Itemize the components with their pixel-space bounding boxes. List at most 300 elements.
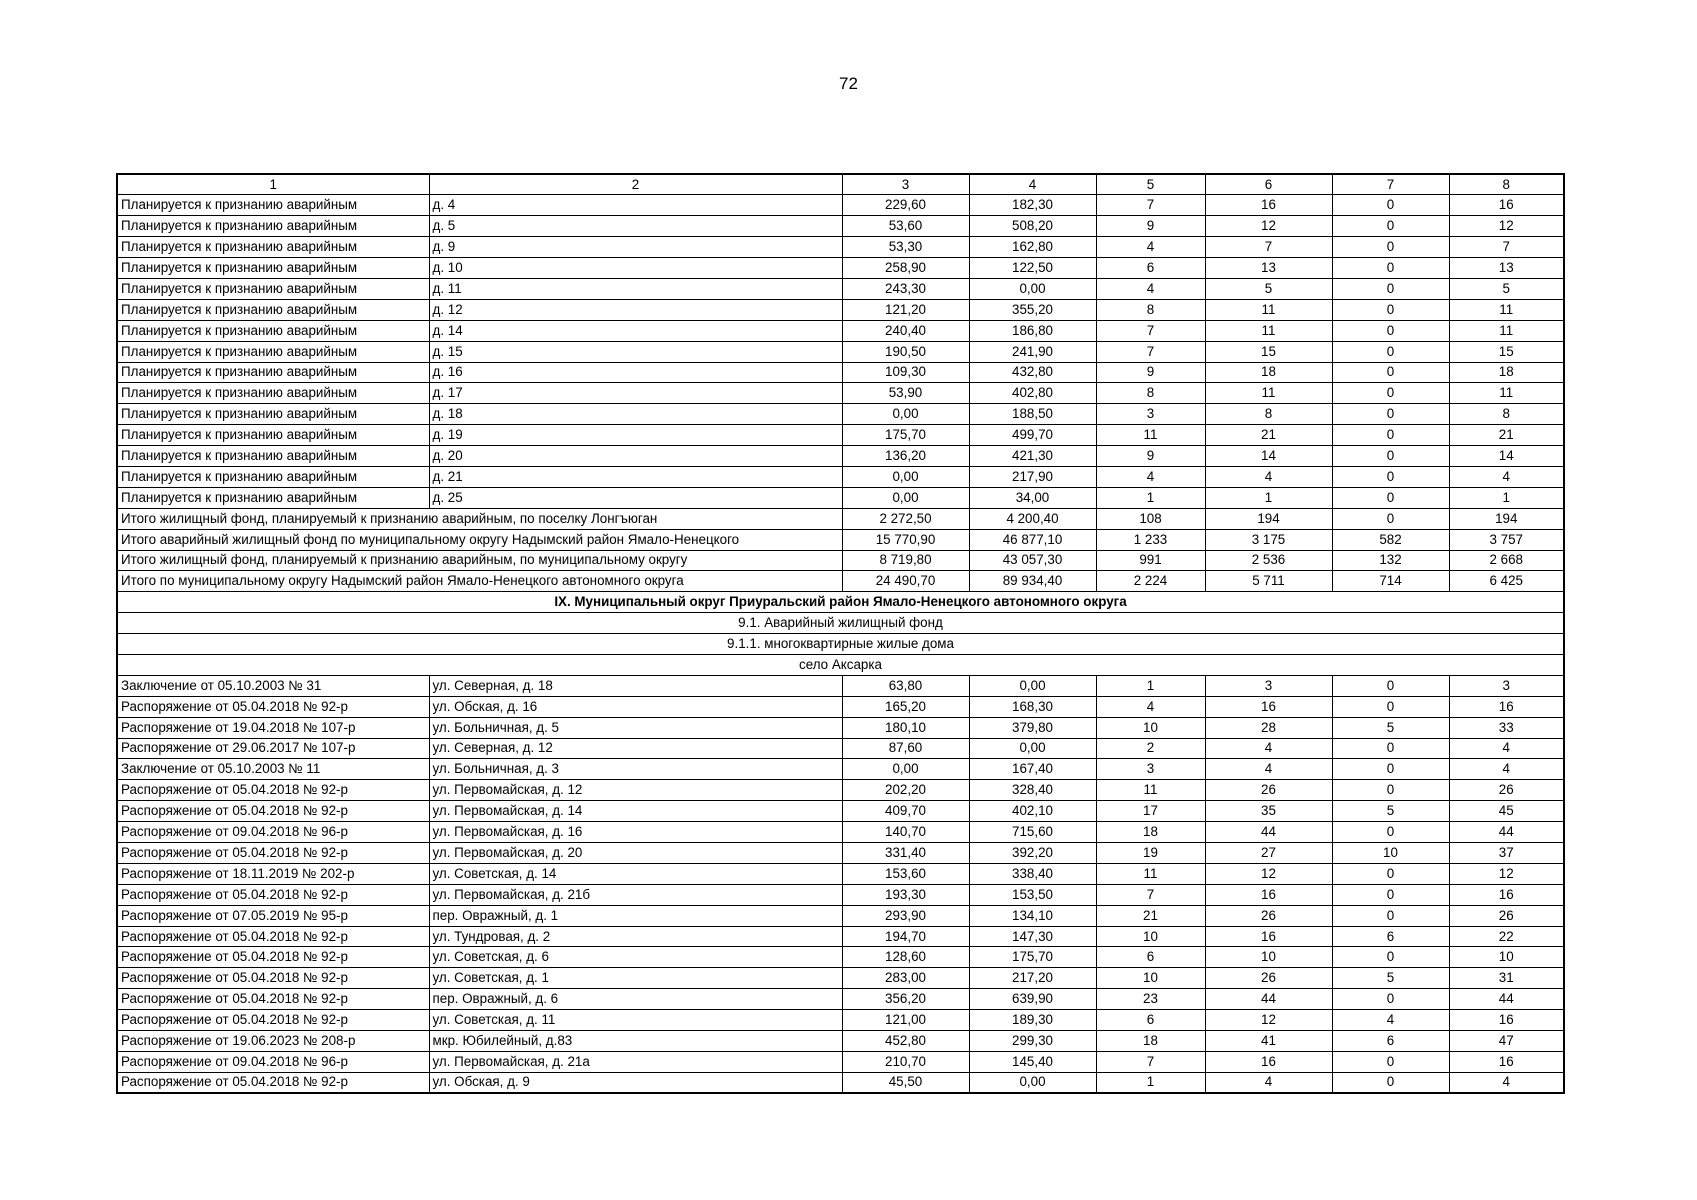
table-cell: 108 bbox=[1096, 508, 1205, 529]
table-cell: 0,00 bbox=[842, 487, 969, 508]
table-cell: 202,20 bbox=[842, 780, 969, 801]
table-cell: 18 bbox=[1205, 362, 1332, 383]
table-cell: 0 bbox=[1332, 466, 1449, 487]
table-cell: 0 bbox=[1332, 675, 1449, 696]
table-cell: 715,60 bbox=[969, 822, 1096, 843]
table-cell: Распоряжение от 05.04.2018 № 92-р bbox=[117, 1010, 429, 1031]
table-cell: 0,00 bbox=[842, 466, 969, 487]
table-cell: 392,20 bbox=[969, 843, 1096, 864]
table-cell: Планируется к признанию аварийным bbox=[117, 299, 429, 320]
table-cell: 991 bbox=[1096, 550, 1205, 571]
table-cell: д. 10 bbox=[429, 258, 842, 279]
table-cell: 0 bbox=[1332, 759, 1449, 780]
table-cell: 13 bbox=[1205, 258, 1332, 279]
table-cell: 499,70 bbox=[969, 425, 1096, 446]
table-cell: 132 bbox=[1332, 550, 1449, 571]
table-cell: 2 224 bbox=[1096, 571, 1205, 592]
table-cell: 0,00 bbox=[969, 738, 1096, 759]
table-cell: д. 20 bbox=[429, 446, 842, 467]
table-cell: 180,10 bbox=[842, 717, 969, 738]
table-cell: 0 bbox=[1332, 195, 1449, 216]
table-cell: 35 bbox=[1205, 801, 1332, 822]
table-cell: ул. Советская, д. 14 bbox=[429, 863, 842, 884]
table-cell: 21 bbox=[1449, 425, 1564, 446]
table-cell: 6 bbox=[1096, 1010, 1205, 1031]
table-cell: 140,70 bbox=[842, 822, 969, 843]
table-cell: 15 bbox=[1449, 341, 1564, 362]
table-cell: 4 bbox=[1096, 466, 1205, 487]
total-row bbox=[117, 529, 1564, 550]
table-cell: д. 5 bbox=[429, 216, 842, 237]
table-cell: Распоряжение от 29.06.2017 № 107-р bbox=[117, 738, 429, 759]
table-cell: Распоряжение от 09.04.2018 № 96-р bbox=[117, 822, 429, 843]
table-cell: 4 bbox=[1096, 696, 1205, 717]
table-cell: 41 bbox=[1205, 1031, 1332, 1052]
table-cell: 16 bbox=[1449, 884, 1564, 905]
table-row bbox=[117, 759, 1564, 780]
table-cell: 3 bbox=[1096, 759, 1205, 780]
table-cell: 0 bbox=[1332, 299, 1449, 320]
table-cell: Планируется к признанию аварийным bbox=[117, 362, 429, 383]
table-row bbox=[117, 926, 1564, 947]
table-cell: Планируется к признанию аварийным bbox=[117, 237, 429, 258]
table-cell: 7 bbox=[1096, 1051, 1205, 1072]
table-cell: 47 bbox=[1449, 1031, 1564, 1052]
table-cell: 9 bbox=[1096, 216, 1205, 237]
table-cell: 121,00 bbox=[842, 1010, 969, 1031]
table-cell: 4 bbox=[1205, 759, 1332, 780]
table-cell: 508,20 bbox=[969, 216, 1096, 237]
table-cell: 23 bbox=[1096, 989, 1205, 1010]
table-cell: ул. Тундровая, д. 2 bbox=[429, 926, 842, 947]
table-row bbox=[117, 1010, 1564, 1031]
table-cell: 6 bbox=[1096, 947, 1205, 968]
table-cell: д. 14 bbox=[429, 320, 842, 341]
table-cell: 186,80 bbox=[969, 320, 1096, 341]
table-row bbox=[117, 237, 1564, 258]
table-cell: 210,70 bbox=[842, 1051, 969, 1072]
table-cell: 5 bbox=[1332, 801, 1449, 822]
table-row bbox=[117, 425, 1564, 446]
table-cell: Распоряжение от 05.04.2018 № 92-р bbox=[117, 884, 429, 905]
locality-row bbox=[117, 654, 1564, 675]
table-cell: 6 bbox=[1332, 926, 1449, 947]
table-cell: 12 bbox=[1205, 1010, 1332, 1031]
table-cell: ул. Советская, д. 11 bbox=[429, 1010, 842, 1031]
table-cell: 26 bbox=[1449, 905, 1564, 926]
table-cell: ул. Первомайская, д. 16 bbox=[429, 822, 842, 843]
table-row bbox=[117, 446, 1564, 467]
table-cell: 16 bbox=[1205, 195, 1332, 216]
table-cell: 13 bbox=[1449, 258, 1564, 279]
table-cell: 9 bbox=[1096, 446, 1205, 467]
table-cell: 26 bbox=[1205, 780, 1332, 801]
subsection-row bbox=[117, 613, 1564, 634]
table-cell: Планируется к признанию аварийным bbox=[117, 425, 429, 446]
table-cell: 16 bbox=[1205, 1051, 1332, 1072]
table-cell: 18 bbox=[1096, 822, 1205, 843]
table-cell: 402,10 bbox=[969, 801, 1096, 822]
table-row bbox=[117, 947, 1564, 968]
table-cell: 5 bbox=[1332, 968, 1449, 989]
table-cell: 8 bbox=[1205, 404, 1332, 425]
column-number-cell: 5 bbox=[1096, 174, 1205, 195]
table-row bbox=[117, 466, 1564, 487]
table-row bbox=[117, 884, 1564, 905]
table-cell: 0 bbox=[1332, 425, 1449, 446]
table-cell: 379,80 bbox=[969, 717, 1096, 738]
table-cell: 44 bbox=[1449, 822, 1564, 843]
table-cell: 8 bbox=[1096, 299, 1205, 320]
table-cell: 331,40 bbox=[842, 843, 969, 864]
table-cell: 182,30 bbox=[969, 195, 1096, 216]
table-cell: 189,30 bbox=[969, 1010, 1096, 1031]
table-cell: 0 bbox=[1332, 822, 1449, 843]
table-cell: 4 bbox=[1449, 738, 1564, 759]
table-cell: 10 bbox=[1096, 926, 1205, 947]
table-cell: 147,30 bbox=[969, 926, 1096, 947]
table-cell: 5 711 bbox=[1205, 571, 1332, 592]
table-cell: Планируется к признанию аварийным bbox=[117, 487, 429, 508]
table-cell: 4 bbox=[1205, 466, 1332, 487]
table-cell: Распоряжение от 05.04.2018 № 92-р bbox=[117, 801, 429, 822]
table-cell: Распоряжение от 05.04.2018 № 92-р bbox=[117, 1072, 429, 1093]
table-cell: 12 bbox=[1449, 863, 1564, 884]
table-cell: 89 934,40 bbox=[969, 571, 1096, 592]
table-cell: 258,90 bbox=[842, 258, 969, 279]
table-cell: 12 bbox=[1205, 216, 1332, 237]
table-cell: 188,50 bbox=[969, 404, 1096, 425]
total-label: Итого аварийный жилищный фонд по муниципальному округу Надымский район Ямало-Ненецкого bbox=[117, 529, 842, 550]
table-cell: Планируется к признанию аварийным bbox=[117, 278, 429, 299]
table-cell: 2 668 bbox=[1449, 550, 1564, 571]
table-cell: Распоряжение от 19.06.2023 № 208-р bbox=[117, 1031, 429, 1052]
table-cell: пер. Овражный, д. 6 bbox=[429, 989, 842, 1010]
table-cell: 7 bbox=[1096, 195, 1205, 216]
table-cell: 1 bbox=[1096, 487, 1205, 508]
table-cell: ул. Северная, д. 12 bbox=[429, 738, 842, 759]
table-cell: 3 757 bbox=[1449, 529, 1564, 550]
table-cell: 2 536 bbox=[1205, 550, 1332, 571]
table-row bbox=[117, 1072, 1564, 1093]
table-cell: Планируется к признанию аварийным bbox=[117, 258, 429, 279]
table-cell: 194,70 bbox=[842, 926, 969, 947]
table-cell: 0 bbox=[1332, 258, 1449, 279]
table-cell: 409,70 bbox=[842, 801, 969, 822]
table-cell: 714 bbox=[1332, 571, 1449, 592]
table-cell: 0 bbox=[1332, 780, 1449, 801]
table-cell: 136,20 bbox=[842, 446, 969, 467]
table-row bbox=[117, 989, 1564, 1010]
table-row bbox=[117, 863, 1564, 884]
table-cell: 8 bbox=[1096, 383, 1205, 404]
table-cell: 3 175 bbox=[1205, 529, 1332, 550]
housing-table bbox=[116, 173, 1565, 1094]
table-row bbox=[117, 1031, 1564, 1052]
table-header-row bbox=[117, 174, 1564, 195]
table-row bbox=[117, 738, 1564, 759]
table-cell: 10 bbox=[1332, 843, 1449, 864]
table-cell: 0 bbox=[1332, 487, 1449, 508]
table-cell: Распоряжение от 07.05.2019 № 95-р bbox=[117, 905, 429, 926]
table-cell: 5 bbox=[1205, 278, 1332, 299]
table-cell: пер. Овражный, д. 1 bbox=[429, 905, 842, 926]
subsection-row bbox=[117, 634, 1564, 655]
table-cell: 11 bbox=[1449, 383, 1564, 404]
table-cell: 165,20 bbox=[842, 696, 969, 717]
table-cell: 16 bbox=[1449, 195, 1564, 216]
subsection-title: 9.1. Аварийный жилищный фонд bbox=[117, 613, 1564, 634]
table-cell: 421,30 bbox=[969, 446, 1096, 467]
table-cell: 14 bbox=[1205, 446, 1332, 467]
table-cell: 175,70 bbox=[842, 425, 969, 446]
table-cell: 0 bbox=[1332, 884, 1449, 905]
table-cell: 4 bbox=[1449, 1072, 1564, 1093]
table-cell: ул. Первомайская, д. 12 bbox=[429, 780, 842, 801]
table-cell: 11 bbox=[1205, 299, 1332, 320]
table-cell: 11 bbox=[1449, 320, 1564, 341]
table-cell: 7 bbox=[1096, 341, 1205, 362]
table-cell: 11 bbox=[1096, 863, 1205, 884]
table-row bbox=[117, 822, 1564, 843]
table-row bbox=[117, 843, 1564, 864]
table-cell: 432,80 bbox=[969, 362, 1096, 383]
table-cell: 28 bbox=[1205, 717, 1332, 738]
subsection-title: 9.1.1. многоквартирные жилые дома bbox=[117, 634, 1564, 655]
table-cell: 4 bbox=[1449, 466, 1564, 487]
table-row bbox=[117, 801, 1564, 822]
table-cell: 8 bbox=[1449, 404, 1564, 425]
table-cell: 37 bbox=[1449, 843, 1564, 864]
table-cell: 229,60 bbox=[842, 195, 969, 216]
table-cell: 11 bbox=[1096, 780, 1205, 801]
table-row bbox=[117, 341, 1564, 362]
table-cell: 0,00 bbox=[969, 278, 1096, 299]
table-cell: 0 bbox=[1332, 738, 1449, 759]
table-cell: Распоряжение от 05.04.2018 № 92-р bbox=[117, 780, 429, 801]
section-title: IX. Муниципальный округ Приуральский район Ямало-Ненецкого автономного округа bbox=[117, 592, 1564, 613]
table-cell: 0 bbox=[1332, 1051, 1449, 1072]
total-row bbox=[117, 571, 1564, 592]
table-cell: 356,20 bbox=[842, 989, 969, 1010]
table-cell: 5 bbox=[1332, 717, 1449, 738]
table-cell: 18 bbox=[1096, 1031, 1205, 1052]
table-cell: 10 bbox=[1205, 947, 1332, 968]
table-cell: 8 719,80 bbox=[842, 550, 969, 571]
table-cell: 10 bbox=[1449, 947, 1564, 968]
table-row bbox=[117, 216, 1564, 237]
table-cell: 11 bbox=[1205, 320, 1332, 341]
table-cell: 0 bbox=[1332, 1072, 1449, 1093]
table-cell: ул. Первомайская, д. 21б bbox=[429, 884, 842, 905]
table-cell: 5 bbox=[1449, 278, 1564, 299]
table-cell: 240,40 bbox=[842, 320, 969, 341]
table-cell: 26 bbox=[1205, 968, 1332, 989]
table-cell: 7 bbox=[1096, 884, 1205, 905]
table-cell: 3 bbox=[1096, 404, 1205, 425]
table-cell: ул. Обская, д. 9 bbox=[429, 1072, 842, 1093]
table-cell: 7 bbox=[1205, 237, 1332, 258]
table-cell: 122,50 bbox=[969, 258, 1096, 279]
table-cell: 1 233 bbox=[1096, 529, 1205, 550]
table-cell: 53,90 bbox=[842, 383, 969, 404]
table-cell: ул. Первомайская, д. 20 bbox=[429, 843, 842, 864]
table-cell: 15 bbox=[1205, 341, 1332, 362]
table-cell: д. 9 bbox=[429, 237, 842, 258]
table-cell: 109,30 bbox=[842, 362, 969, 383]
table-cell: 24 490,70 bbox=[842, 571, 969, 592]
table-cell: 44 bbox=[1205, 822, 1332, 843]
table-cell: 46 877,10 bbox=[969, 529, 1096, 550]
table-cell: Распоряжение от 05.04.2018 № 92-р bbox=[117, 696, 429, 717]
table-cell: 0 bbox=[1332, 237, 1449, 258]
table-cell: Планируется к признанию аварийным bbox=[117, 404, 429, 425]
table-cell: 193,30 bbox=[842, 884, 969, 905]
table-cell: ул. Первомайская, д. 21а bbox=[429, 1051, 842, 1072]
table-cell: 299,30 bbox=[969, 1031, 1096, 1052]
table-cell: 3 bbox=[1449, 675, 1564, 696]
table-cell: д. 17 bbox=[429, 383, 842, 404]
table-cell: 0 bbox=[1332, 320, 1449, 341]
table-cell: 6 bbox=[1332, 1031, 1449, 1052]
table-cell: 0,00 bbox=[969, 1072, 1096, 1093]
table-cell: 44 bbox=[1205, 989, 1332, 1010]
table-cell: Распоряжение от 09.04.2018 № 96-р bbox=[117, 1051, 429, 1072]
table-cell: 4 bbox=[1205, 738, 1332, 759]
table-row bbox=[117, 487, 1564, 508]
table-cell: 243,30 bbox=[842, 278, 969, 299]
table-cell: 6 425 bbox=[1449, 571, 1564, 592]
column-number-cell: 6 bbox=[1205, 174, 1332, 195]
table-cell: Распоряжение от 05.04.2018 № 92-р bbox=[117, 947, 429, 968]
table-cell: 168,30 bbox=[969, 696, 1096, 717]
table-cell: 0 bbox=[1332, 863, 1449, 884]
table-cell: 11 bbox=[1449, 299, 1564, 320]
table-cell: д. 11 bbox=[429, 278, 842, 299]
table-cell: 328,40 bbox=[969, 780, 1096, 801]
table-row bbox=[117, 278, 1564, 299]
table-cell: 1 bbox=[1096, 1072, 1205, 1093]
table-cell: 53,60 bbox=[842, 216, 969, 237]
table-row bbox=[117, 299, 1564, 320]
table-cell: Распоряжение от 18.11.2019 № 202-р bbox=[117, 863, 429, 884]
table-cell: 6 bbox=[1096, 258, 1205, 279]
table-cell: Распоряжение от 05.04.2018 № 92-р bbox=[117, 968, 429, 989]
table-cell: 162,80 bbox=[969, 237, 1096, 258]
table-cell: д. 15 bbox=[429, 341, 842, 362]
table-cell: Заключение от 05.10.2003 № 11 bbox=[117, 759, 429, 780]
table-cell: ул. Обская, д. 16 bbox=[429, 696, 842, 717]
table-cell: 7 bbox=[1096, 320, 1205, 341]
table-cell: 16 bbox=[1449, 1010, 1564, 1031]
table-cell: д. 4 bbox=[429, 195, 842, 216]
table-cell: 0 bbox=[1332, 404, 1449, 425]
table-cell: 0,00 bbox=[842, 404, 969, 425]
table-cell: 4 bbox=[1205, 1072, 1332, 1093]
column-number-cell: 1 bbox=[117, 174, 429, 195]
table-cell: 16 bbox=[1449, 696, 1564, 717]
table-cell: 12 bbox=[1449, 216, 1564, 237]
section-title-row bbox=[117, 592, 1564, 613]
table-cell: 0 bbox=[1332, 383, 1449, 404]
table-cell: 11 bbox=[1096, 425, 1205, 446]
table-cell: 0 bbox=[1332, 905, 1449, 926]
table-cell: 355,20 bbox=[969, 299, 1096, 320]
table-cell: Распоряжение от 05.04.2018 № 92-р bbox=[117, 989, 429, 1010]
table-cell: 4 bbox=[1096, 237, 1205, 258]
table-cell: 21 bbox=[1205, 425, 1332, 446]
table-cell: 4 bbox=[1096, 278, 1205, 299]
table-cell: 9 bbox=[1096, 362, 1205, 383]
table-cell: 2 272,50 bbox=[842, 508, 969, 529]
locality-title: село Аксарка bbox=[117, 654, 1564, 675]
table-cell: 4 bbox=[1332, 1010, 1449, 1031]
table-cell: 338,40 bbox=[969, 863, 1096, 884]
table-cell: д. 19 bbox=[429, 425, 842, 446]
table-cell: 43 057,30 bbox=[969, 550, 1096, 571]
table-cell: ул. Советская, д. 1 bbox=[429, 968, 842, 989]
table-cell: Планируется к признанию аварийным bbox=[117, 216, 429, 237]
table-cell: 0 bbox=[1332, 989, 1449, 1010]
table-cell: 2 bbox=[1096, 738, 1205, 759]
table-cell: 16 bbox=[1205, 696, 1332, 717]
table-cell: 26 bbox=[1205, 905, 1332, 926]
table-cell: 153,50 bbox=[969, 884, 1096, 905]
column-number-cell: 3 bbox=[842, 174, 969, 195]
table-cell: 217,20 bbox=[969, 968, 1096, 989]
table-row bbox=[117, 258, 1564, 279]
table-cell: Планируется к признанию аварийным bbox=[117, 446, 429, 467]
column-number-cell: 4 bbox=[969, 174, 1096, 195]
table-cell: 26 bbox=[1449, 780, 1564, 801]
table-row bbox=[117, 905, 1564, 926]
table-cell: 7 bbox=[1449, 237, 1564, 258]
table-cell: 0,00 bbox=[842, 759, 969, 780]
column-number-cell: 2 bbox=[429, 174, 842, 195]
table-cell: 128,60 bbox=[842, 947, 969, 968]
table-cell: 190,50 bbox=[842, 341, 969, 362]
table-cell: 12 bbox=[1205, 863, 1332, 884]
table-cell: Планируется к признанию аварийным bbox=[117, 383, 429, 404]
table-cell: 639,90 bbox=[969, 989, 1096, 1010]
table-row bbox=[117, 968, 1564, 989]
table-cell: 14 bbox=[1449, 446, 1564, 467]
table-cell: 10 bbox=[1096, 717, 1205, 738]
table-cell: 17 bbox=[1096, 801, 1205, 822]
table-cell: д. 16 bbox=[429, 362, 842, 383]
table-row bbox=[117, 675, 1564, 696]
table-cell: д. 25 bbox=[429, 487, 842, 508]
table-cell: 22 bbox=[1449, 926, 1564, 947]
table-cell: 167,40 bbox=[969, 759, 1096, 780]
table-cell: 153,60 bbox=[842, 863, 969, 884]
table-cell: Распоряжение от 05.04.2018 № 92-р bbox=[117, 843, 429, 864]
table-cell: 582 bbox=[1332, 529, 1449, 550]
table-cell: ул. Больничная, д. 5 bbox=[429, 717, 842, 738]
table-cell: 19 bbox=[1096, 843, 1205, 864]
total-label: Итого по муниципальному округу Надымский район Ямало-Ненецкого автономного округа bbox=[117, 571, 842, 592]
table-cell: Планируется к признанию аварийным bbox=[117, 320, 429, 341]
table-cell: 0 bbox=[1332, 947, 1449, 968]
table-cell: 31 bbox=[1449, 968, 1564, 989]
table-cell: 53,30 bbox=[842, 237, 969, 258]
table-cell: 34,00 bbox=[969, 487, 1096, 508]
table-cell: 10 bbox=[1096, 968, 1205, 989]
table-cell: 16 bbox=[1205, 884, 1332, 905]
table-cell: 293,90 bbox=[842, 905, 969, 926]
table-cell: 33 bbox=[1449, 717, 1564, 738]
table-cell: ул. Больничная, д. 3 bbox=[429, 759, 842, 780]
